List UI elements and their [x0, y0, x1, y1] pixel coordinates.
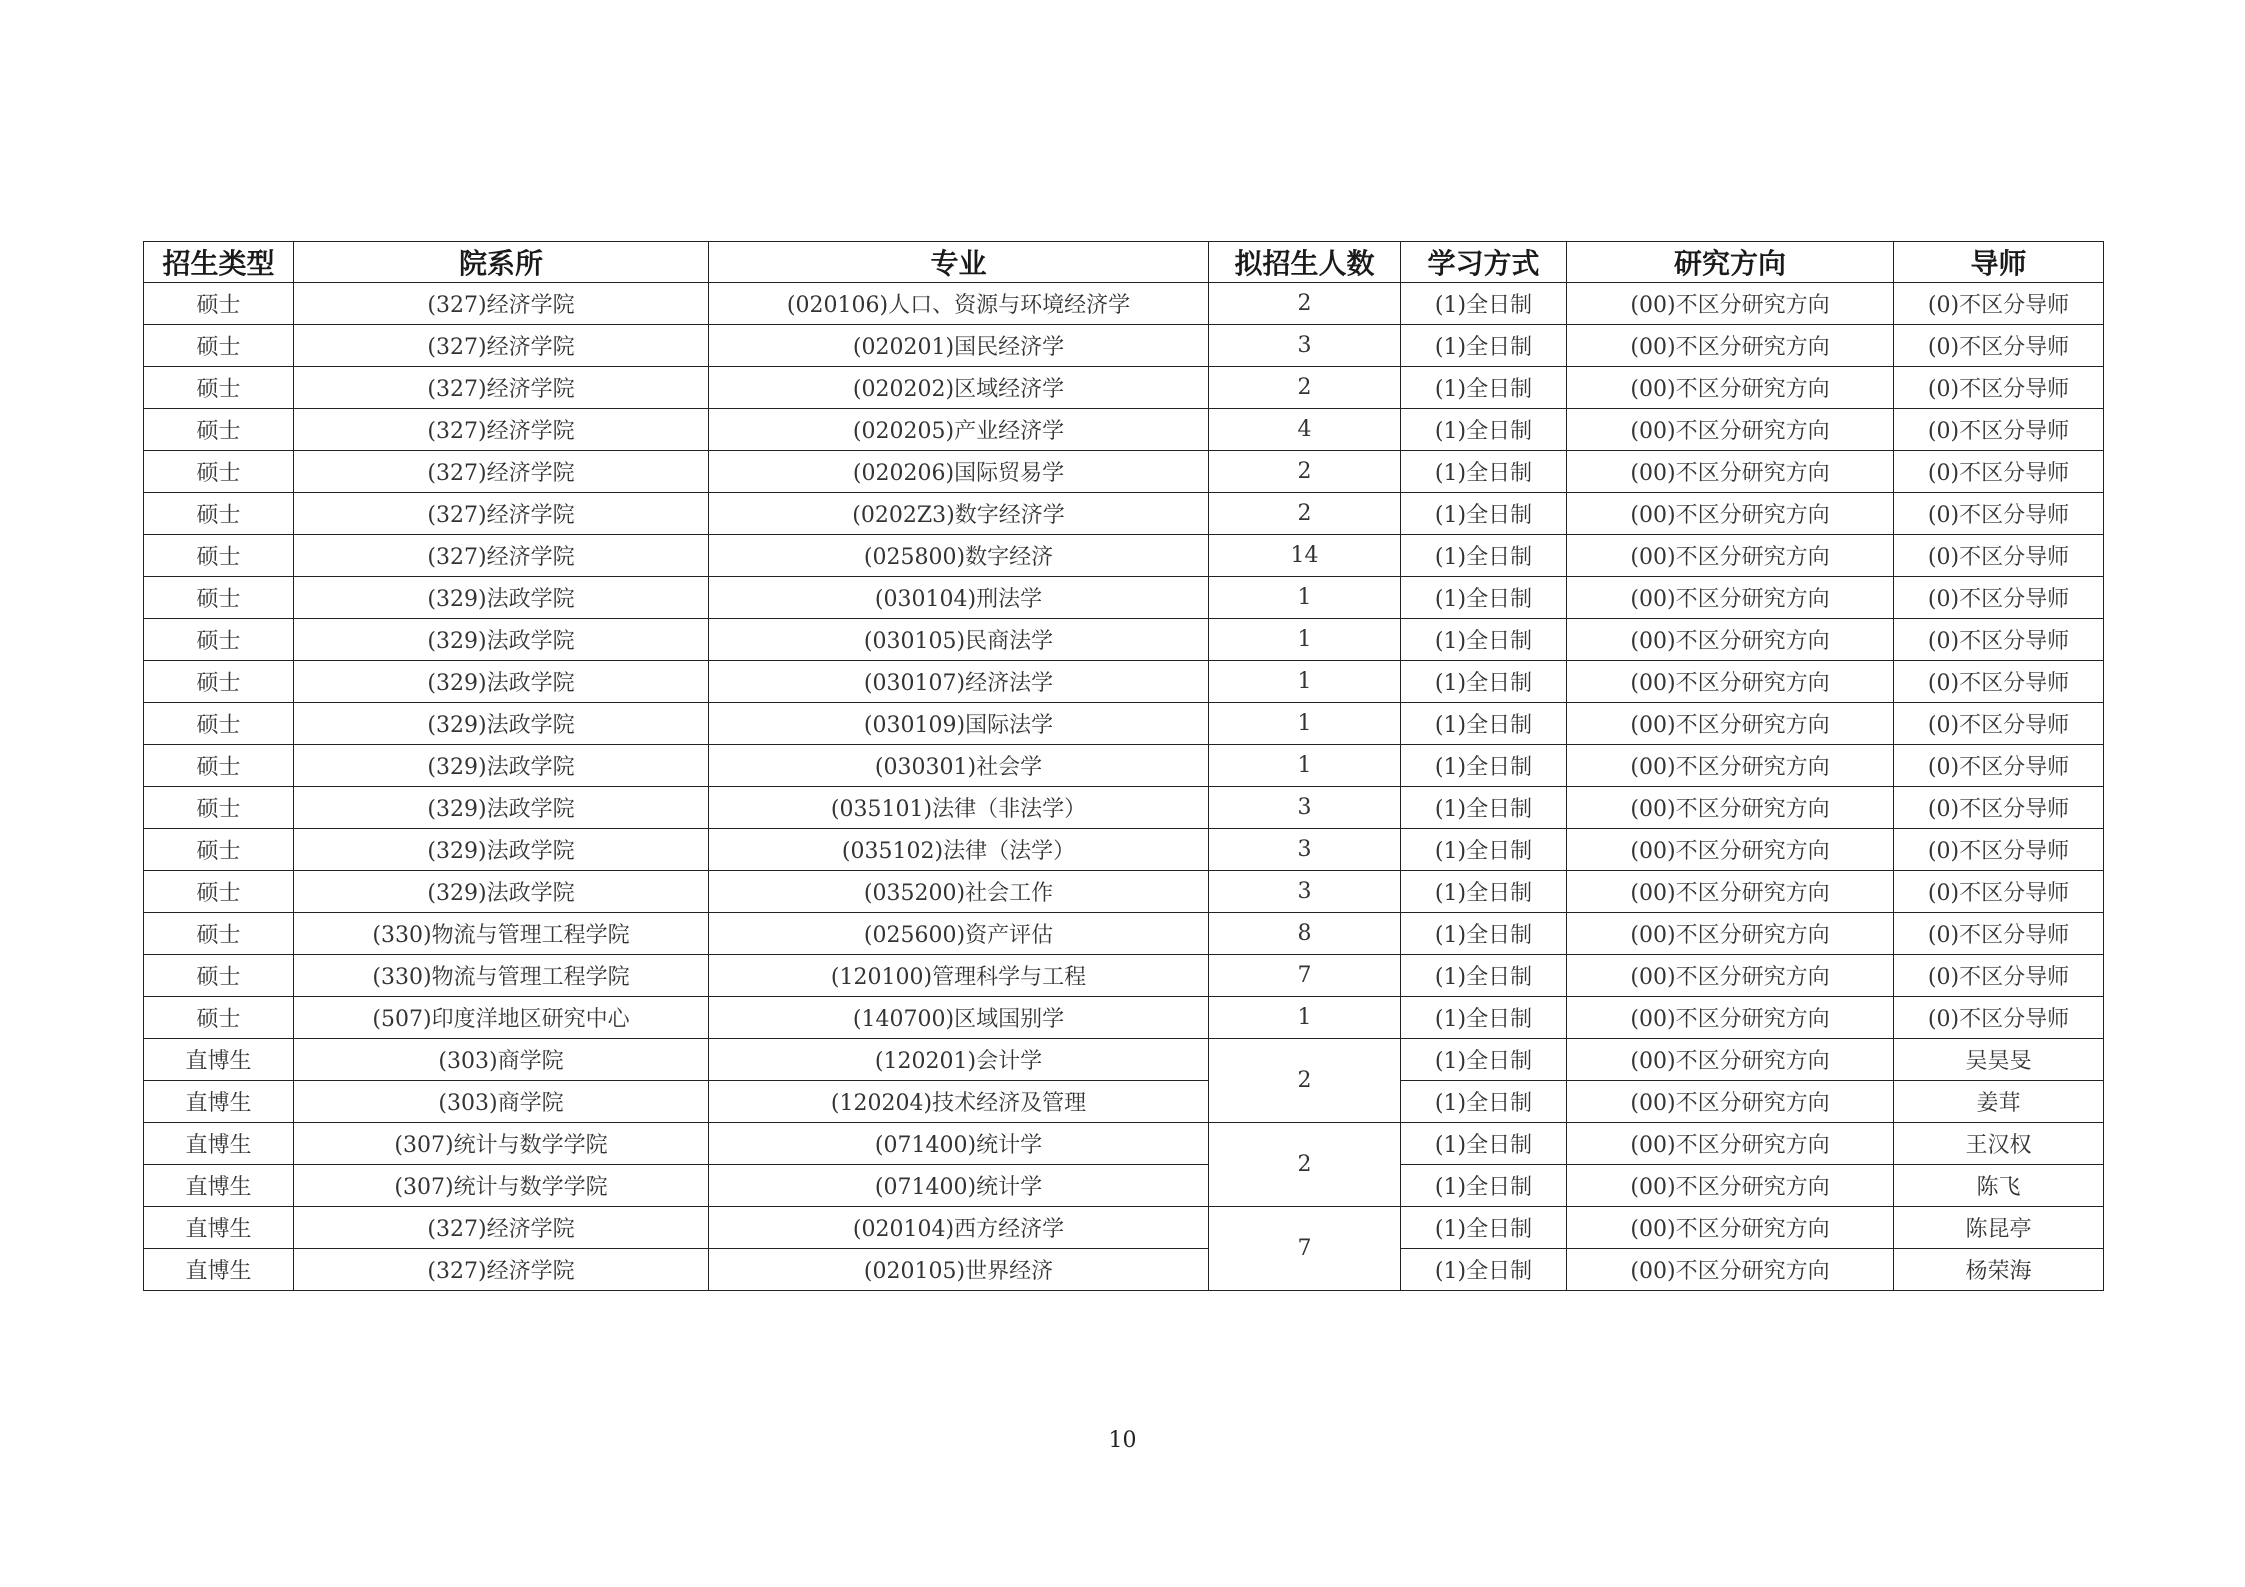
planned-count-cell: 14: [1209, 535, 1401, 577]
table-row: [144, 577, 2104, 619]
research-direction-cell: (00)不区分研究方向: [1567, 1249, 1894, 1291]
page-number: 10: [1108, 1428, 1137, 1453]
planned-count-cell: 8: [1209, 913, 1401, 955]
advisor-cell: 陈飞: [1894, 1165, 2104, 1207]
enroll-type-cell: 直博生: [144, 1123, 294, 1165]
department-cell: (329)法政学院: [294, 829, 709, 871]
research-direction-cell: (00)不区分研究方向: [1567, 661, 1894, 703]
enroll-type-cell: 硕士: [144, 703, 294, 745]
advisor-cell: (0)不区分导师: [1894, 913, 2104, 955]
department-cell: (330)物流与管理工程学院: [294, 955, 709, 997]
major-cell: (025600)资产评估: [709, 913, 1209, 955]
header-department: 院系所: [294, 242, 709, 283]
department-cell: (327)经济学院: [294, 1249, 709, 1291]
major-cell: (035101)法律（非法学）: [709, 787, 1209, 829]
advisor-cell: (0)不区分导师: [1894, 703, 2104, 745]
study-mode-cell: (1)全日制: [1401, 619, 1567, 661]
advisor-cell: (0)不区分导师: [1894, 409, 2104, 451]
planned-count-cell: 2: [1209, 451, 1401, 493]
table-row: [144, 1081, 2104, 1123]
advisor-cell: (0)不区分导师: [1894, 535, 2104, 577]
study-mode-cell: (1)全日制: [1401, 409, 1567, 451]
planned-count-cell: 2: [1209, 367, 1401, 409]
enroll-type-cell: 硕士: [144, 325, 294, 367]
enroll-type-cell: 直博生: [144, 1249, 294, 1291]
advisor-cell: (0)不区分导师: [1894, 661, 2104, 703]
table-row: [144, 661, 2104, 703]
research-direction-cell: (00)不区分研究方向: [1567, 1081, 1894, 1123]
research-direction-cell: (00)不区分研究方向: [1567, 493, 1894, 535]
enroll-type-cell: 直博生: [144, 1207, 294, 1249]
study-mode-cell: (1)全日制: [1401, 493, 1567, 535]
research-direction-cell: (00)不区分研究方向: [1567, 1207, 1894, 1249]
table-row: [144, 1249, 2104, 1291]
advisor-cell: (0)不区分导师: [1894, 325, 2104, 367]
enroll-type-cell: 硕士: [144, 451, 294, 493]
table-row: [144, 1165, 2104, 1207]
department-cell: (329)法政学院: [294, 871, 709, 913]
enroll-type-cell: 硕士: [144, 871, 294, 913]
planned-count-cell: 2: [1209, 493, 1401, 535]
advisor-cell: (0)不区分导师: [1894, 871, 2104, 913]
research-direction-cell: (00)不区分研究方向: [1567, 409, 1894, 451]
table-body: [144, 283, 2104, 1291]
research-direction-cell: (00)不区分研究方向: [1567, 367, 1894, 409]
department-cell: (303)商学院: [294, 1039, 709, 1081]
research-direction-cell: (00)不区分研究方向: [1567, 745, 1894, 787]
research-direction-cell: (00)不区分研究方向: [1567, 451, 1894, 493]
planned-count-cell: 3: [1209, 871, 1401, 913]
enroll-type-cell: 硕士: [144, 409, 294, 451]
research-direction-cell: (00)不区分研究方向: [1567, 829, 1894, 871]
planned-count-cell: 2: [1209, 283, 1401, 325]
major-cell: (020104)西方经济学: [709, 1207, 1209, 1249]
study-mode-cell: (1)全日制: [1401, 703, 1567, 745]
major-cell: (035200)社会工作: [709, 871, 1209, 913]
department-cell: (327)经济学院: [294, 535, 709, 577]
enroll-type-cell: 硕士: [144, 535, 294, 577]
major-cell: (020201)国民经济学: [709, 325, 1209, 367]
research-direction-cell: (00)不区分研究方向: [1567, 283, 1894, 325]
advisor-cell: (0)不区分导师: [1894, 787, 2104, 829]
advisor-cell: (0)不区分导师: [1894, 619, 2104, 661]
study-mode-cell: (1)全日制: [1401, 997, 1567, 1039]
department-cell: (303)商学院: [294, 1081, 709, 1123]
research-direction-cell: (00)不区分研究方向: [1567, 1123, 1894, 1165]
table-row: [144, 913, 2104, 955]
header-advisor: 导师: [1894, 242, 2104, 283]
enroll-type-cell: 直博生: [144, 1165, 294, 1207]
table-header-row: [144, 242, 2104, 283]
table-row: [144, 283, 2104, 325]
enrollment-table: [143, 241, 2104, 1291]
study-mode-cell: (1)全日制: [1401, 661, 1567, 703]
table-row: [144, 787, 2104, 829]
research-direction-cell: (00)不区分研究方向: [1567, 577, 1894, 619]
department-cell: (507)印度洋地区研究中心: [294, 997, 709, 1039]
major-cell: (030107)经济法学: [709, 661, 1209, 703]
study-mode-cell: (1)全日制: [1401, 1207, 1567, 1249]
study-mode-cell: (1)全日制: [1401, 325, 1567, 367]
planned-count-cell: 3: [1209, 829, 1401, 871]
research-direction-cell: (00)不区分研究方向: [1567, 1039, 1894, 1081]
enroll-type-cell: 硕士: [144, 283, 294, 325]
major-cell: (020106)人口、资源与环境经济学: [709, 283, 1209, 325]
major-cell: (030301)社会学: [709, 745, 1209, 787]
major-cell: (020105)世界经济: [709, 1249, 1209, 1291]
planned-count-cell: 7: [1209, 1207, 1401, 1291]
planned-count-cell: 1: [1209, 577, 1401, 619]
planned-count-cell: 4: [1209, 409, 1401, 451]
advisor-cell: 王汉权: [1894, 1123, 2104, 1165]
research-direction-cell: (00)不区分研究方向: [1567, 997, 1894, 1039]
table-row: [144, 367, 2104, 409]
enroll-type-cell: 硕士: [144, 619, 294, 661]
study-mode-cell: (1)全日制: [1401, 1123, 1567, 1165]
research-direction-cell: (00)不区分研究方向: [1567, 703, 1894, 745]
research-direction-cell: (00)不区分研究方向: [1567, 871, 1894, 913]
major-cell: (020205)产业经济学: [709, 409, 1209, 451]
enroll-type-cell: 硕士: [144, 913, 294, 955]
planned-count-cell: 1: [1209, 997, 1401, 1039]
department-cell: (307)统计与数学学院: [294, 1165, 709, 1207]
major-cell: (020206)国际贸易学: [709, 451, 1209, 493]
study-mode-cell: (1)全日制: [1401, 577, 1567, 619]
department-cell: (327)经济学院: [294, 283, 709, 325]
advisor-cell: 吴昊旻: [1894, 1039, 2104, 1081]
planned-count-cell: 2: [1209, 1123, 1401, 1207]
research-direction-cell: (00)不区分研究方向: [1567, 913, 1894, 955]
planned-count-cell: 1: [1209, 703, 1401, 745]
table-row: [144, 451, 2104, 493]
department-cell: (329)法政学院: [294, 703, 709, 745]
study-mode-cell: (1)全日制: [1401, 1081, 1567, 1123]
advisor-cell: (0)不区分导师: [1894, 745, 2104, 787]
major-cell: (035102)法律（法学）: [709, 829, 1209, 871]
major-cell: (0202Z3)数字经济学: [709, 493, 1209, 535]
study-mode-cell: (1)全日制: [1401, 535, 1567, 577]
study-mode-cell: (1)全日制: [1401, 955, 1567, 997]
advisor-cell: (0)不区分导师: [1894, 451, 2104, 493]
department-cell: (329)法政学院: [294, 619, 709, 661]
study-mode-cell: (1)全日制: [1401, 913, 1567, 955]
enroll-type-cell: 硕士: [144, 955, 294, 997]
study-mode-cell: (1)全日制: [1401, 1165, 1567, 1207]
table-row: [144, 745, 2104, 787]
department-cell: (327)经济学院: [294, 1207, 709, 1249]
enroll-type-cell: 硕士: [144, 745, 294, 787]
planned-count-cell: 7: [1209, 955, 1401, 997]
research-direction-cell: (00)不区分研究方向: [1567, 619, 1894, 661]
research-direction-cell: (00)不区分研究方向: [1567, 325, 1894, 367]
study-mode-cell: (1)全日制: [1401, 1039, 1567, 1081]
planned-count-cell: 2: [1209, 1039, 1401, 1123]
enroll-type-cell: 硕士: [144, 787, 294, 829]
header-planned-count: 拟招生人数: [1209, 242, 1401, 283]
research-direction-cell: (00)不区分研究方向: [1567, 535, 1894, 577]
study-mode-cell: (1)全日制: [1401, 283, 1567, 325]
study-mode-cell: (1)全日制: [1401, 745, 1567, 787]
header-study-mode: 学习方式: [1401, 242, 1567, 283]
department-cell: (329)法政学院: [294, 577, 709, 619]
advisor-cell: 陈昆亭: [1894, 1207, 2104, 1249]
enroll-type-cell: 硕士: [144, 997, 294, 1039]
major-cell: (120204)技术经济及管理: [709, 1081, 1209, 1123]
table-row: [144, 1123, 2104, 1165]
study-mode-cell: (1)全日制: [1401, 871, 1567, 913]
department-cell: (327)经济学院: [294, 409, 709, 451]
table-row: [144, 955, 2104, 997]
major-cell: (071400)统计学: [709, 1165, 1209, 1207]
table-row: [144, 1207, 2104, 1249]
table-row: [144, 493, 2104, 535]
planned-count-cell: 1: [1209, 745, 1401, 787]
department-cell: (329)法政学院: [294, 787, 709, 829]
advisor-cell: (0)不区分导师: [1894, 577, 2104, 619]
advisor-cell: (0)不区分导师: [1894, 955, 2104, 997]
enroll-type-cell: 硕士: [144, 829, 294, 871]
enroll-type-cell: 直博生: [144, 1081, 294, 1123]
planned-count-cell: 3: [1209, 787, 1401, 829]
table-row: [144, 829, 2104, 871]
advisor-cell: 杨荣海: [1894, 1249, 2104, 1291]
research-direction-cell: (00)不区分研究方向: [1567, 787, 1894, 829]
header-major: 专业: [709, 242, 1209, 283]
department-cell: (330)物流与管理工程学院: [294, 913, 709, 955]
advisor-cell: (0)不区分导师: [1894, 997, 2104, 1039]
planned-count-cell: 3: [1209, 325, 1401, 367]
table-row: [144, 997, 2104, 1039]
enroll-type-cell: 硕士: [144, 493, 294, 535]
table-row: [144, 871, 2104, 913]
major-cell: (020202)区域经济学: [709, 367, 1209, 409]
department-cell: (327)经济学院: [294, 493, 709, 535]
advisor-cell: (0)不区分导师: [1894, 493, 2104, 535]
department-cell: (327)经济学院: [294, 451, 709, 493]
planned-count-cell: 1: [1209, 619, 1401, 661]
major-cell: (030109)国际法学: [709, 703, 1209, 745]
major-cell: (120100)管理科学与工程: [709, 955, 1209, 997]
research-direction-cell: (00)不区分研究方向: [1567, 955, 1894, 997]
enroll-type-cell: 硕士: [144, 367, 294, 409]
major-cell: (071400)统计学: [709, 1123, 1209, 1165]
header-enroll-type: 招生类型: [144, 242, 294, 283]
header-research-direction: 研究方向: [1567, 242, 1894, 283]
planned-count-cell: 1: [1209, 661, 1401, 703]
advisor-cell: (0)不区分导师: [1894, 283, 2104, 325]
table-row: [144, 409, 2104, 451]
department-cell: (307)统计与数学学院: [294, 1123, 709, 1165]
department-cell: (329)法政学院: [294, 661, 709, 703]
table-row: [144, 325, 2104, 367]
research-direction-cell: (00)不区分研究方向: [1567, 1165, 1894, 1207]
advisor-cell: (0)不区分导师: [1894, 367, 2104, 409]
advisor-cell: (0)不区分导师: [1894, 829, 2104, 871]
study-mode-cell: (1)全日制: [1401, 451, 1567, 493]
table-row: [144, 535, 2104, 577]
major-cell: (030105)民商法学: [709, 619, 1209, 661]
major-cell: (030104)刑法学: [709, 577, 1209, 619]
enroll-type-cell: 硕士: [144, 577, 294, 619]
enroll-type-cell: 硕士: [144, 661, 294, 703]
study-mode-cell: (1)全日制: [1401, 367, 1567, 409]
table-row: [144, 1039, 2104, 1081]
major-cell: (140700)区域国别学: [709, 997, 1209, 1039]
study-mode-cell: (1)全日制: [1401, 829, 1567, 871]
advisor-cell: 姜茸: [1894, 1081, 2104, 1123]
study-mode-cell: (1)全日制: [1401, 787, 1567, 829]
department-cell: (327)经济学院: [294, 325, 709, 367]
study-mode-cell: (1)全日制: [1401, 1249, 1567, 1291]
department-cell: (329)法政学院: [294, 745, 709, 787]
major-cell: (120201)会计学: [709, 1039, 1209, 1081]
department-cell: (327)经济学院: [294, 367, 709, 409]
major-cell: (025800)数字经济: [709, 535, 1209, 577]
table-row: [144, 703, 2104, 745]
table-row: [144, 619, 2104, 661]
enroll-type-cell: 直博生: [144, 1039, 294, 1081]
